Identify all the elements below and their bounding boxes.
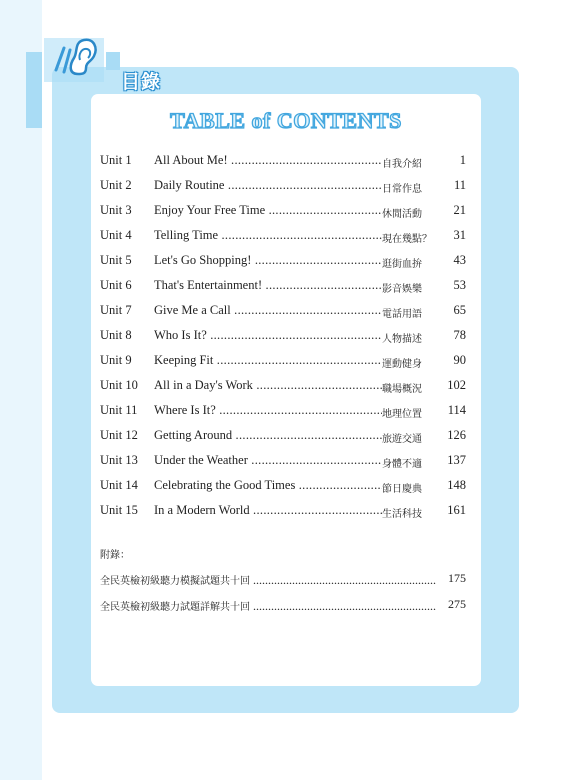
page-number: 43 — [453, 253, 466, 267]
unit-number: Unit 1 — [100, 153, 132, 167]
page-number: 21 — [453, 203, 466, 217]
page-number: 65 — [453, 303, 466, 317]
unit-number: Unit 15 — [100, 503, 138, 517]
page-number: 275 — [448, 597, 466, 611]
appendix-label: 附錄： — [100, 550, 130, 561]
toc-row[interactable] — [100, 428, 470, 446]
unit-number: Unit 7 — [100, 303, 132, 317]
unit-title-cn: 影音娛樂 — [382, 284, 422, 295]
unit-number: Unit 2 — [100, 178, 132, 192]
unit-number: Unit 11 — [100, 403, 138, 417]
toc-row[interactable] — [100, 228, 470, 246]
toc-row[interactable] — [100, 478, 470, 496]
unit-title-cn: 休閒活動 — [382, 209, 422, 220]
unit-title: Keeping Fit ..... — [154, 353, 382, 368]
unit-title-cn: 運動健身 — [382, 359, 422, 370]
page-number: 102 — [447, 378, 466, 392]
unit-title: That's Entertainment! ..... — [154, 278, 382, 293]
appendix-row[interactable] — [100, 597, 470, 613]
ear-logo-icon — [44, 28, 106, 86]
page-number: 175 — [448, 571, 466, 585]
unit-title: Celebrating the Good Times ..... — [154, 478, 382, 493]
unit-title: Getting Around ..... — [154, 428, 382, 443]
toc-row[interactable] — [100, 503, 470, 521]
page-number: 126 — [447, 428, 466, 442]
toc-row[interactable] — [100, 378, 470, 396]
toc-row[interactable] — [100, 353, 470, 371]
page-number: 114 — [447, 403, 466, 417]
unit-title: All About Me! ..... — [154, 153, 382, 168]
unit-title-cn: 現在幾點？ — [382, 234, 432, 245]
unit-title-cn: 日常作息 — [382, 184, 422, 195]
unit-title: Daily Routine ..... — [154, 178, 382, 193]
unit-title: Give Me a Call ..... — [154, 303, 382, 318]
unit-number: Unit 4 — [100, 228, 132, 242]
page-number: 161 — [447, 503, 466, 517]
toc-row[interactable] — [100, 303, 470, 321]
page-number: 53 — [453, 278, 466, 292]
unit-number: Unit 6 — [100, 278, 132, 292]
unit-number: Unit 13 — [100, 453, 138, 467]
appendix-title: 全民英檢初級聽力模擬試題共十回 ..... — [100, 571, 436, 588]
decorative-tab — [26, 52, 42, 128]
unit-number: Unit 8 — [100, 328, 132, 342]
unit-title: Telling Time ..... — [154, 228, 382, 243]
unit-number: Unit 9 — [100, 353, 132, 367]
toc-row[interactable] — [100, 453, 470, 471]
unit-title: All in a Day's Work ..... — [154, 378, 382, 393]
unit-title-cn: 節日慶典 — [382, 484, 422, 495]
page-number: 90 — [453, 353, 466, 367]
toc-row[interactable] — [100, 253, 470, 271]
page-number: 11 — [453, 178, 466, 192]
page-number: 31 — [453, 228, 466, 242]
unit-title: Let's Go Shopping! ..... — [154, 253, 382, 268]
unit-number: Unit 10 — [100, 378, 138, 392]
unit-title: Where Is It? ..... — [154, 403, 382, 418]
unit-title: Enjoy Your Free Time ..... — [154, 203, 382, 218]
unit-number: Unit 12 — [100, 428, 138, 442]
toc-row[interactable] — [100, 153, 470, 171]
page-number: 137 — [447, 453, 466, 467]
toc-row[interactable] — [100, 278, 470, 296]
unit-title: Who Is It? ..... — [154, 328, 382, 343]
toc-row[interactable] — [100, 203, 470, 221]
toc-row[interactable] — [100, 328, 470, 346]
page-number: 1 — [459, 153, 466, 167]
decorative-tab-small — [106, 52, 120, 70]
page-number: 148 — [447, 478, 466, 492]
unit-title-cn: 電話用語 — [382, 309, 422, 320]
unit-number: Unit 14 — [100, 478, 138, 492]
unit-title-cn: 旅遊交通 — [382, 434, 422, 445]
toc-row[interactable] — [100, 178, 470, 196]
toc-row[interactable] — [100, 403, 470, 421]
unit-title-cn: 逛街血拚 — [382, 259, 422, 270]
page-heading: 目錄 — [121, 71, 162, 93]
page-number: 78 — [453, 328, 466, 342]
unit-title-cn: 自我介紹 — [382, 159, 422, 170]
appendix-row[interactable] — [100, 571, 470, 587]
unit-title-cn: 生活科技 — [382, 509, 422, 520]
unit-title-cn: 人物描述 — [382, 334, 422, 345]
unit-title-cn: 地理位置 — [382, 409, 422, 420]
appendix-title: 全民英檢初級聽力試題詳解共十回 ..... — [100, 597, 436, 614]
unit-title-cn: 職場概況 — [382, 384, 422, 395]
unit-title: In a Modern World ..... — [154, 503, 382, 518]
unit-title: Under the Weather ..... — [154, 453, 382, 468]
unit-number: Unit 3 — [100, 203, 132, 217]
unit-number: Unit 5 — [100, 253, 132, 267]
toc-title: TABLE of CONTENTS — [170, 108, 402, 133]
unit-title-cn: 身體不適 — [382, 459, 422, 470]
